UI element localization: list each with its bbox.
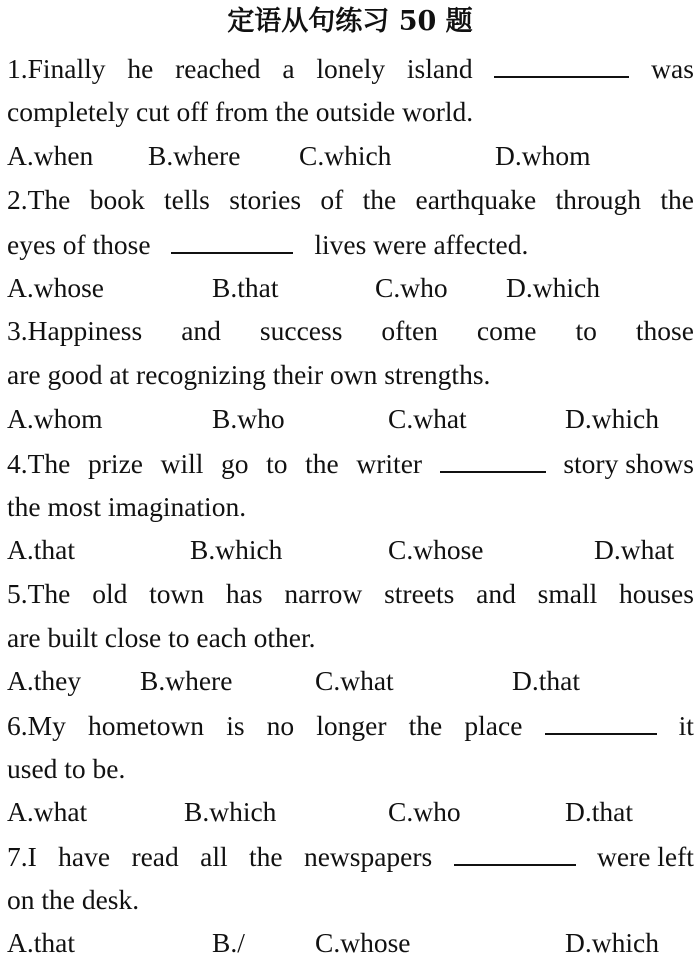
question-5-line-1 [7, 574, 694, 614]
option-b: B./ [212, 927, 245, 958]
word: narrow [284, 578, 363, 609]
option-c: C.whose [315, 927, 411, 958]
word: those [635, 315, 694, 346]
option-d: D.that [565, 796, 633, 827]
answer-blank [545, 705, 657, 735]
word: streets [384, 578, 455, 609]
word: 4.The [7, 448, 71, 479]
word: old [92, 578, 128, 609]
word: is [226, 710, 245, 741]
option-c: C.who [388, 796, 461, 827]
option-b: B.where [148, 140, 241, 171]
text-segment: lives were affected. [314, 229, 529, 260]
word: town [149, 578, 205, 609]
question-2-line-1 [7, 180, 694, 220]
word: go [221, 448, 249, 479]
question-5-options [7, 661, 694, 701]
option-d: D.what [594, 534, 675, 565]
word: success [259, 315, 343, 346]
question-7-options [7, 923, 694, 963]
word: 1.Finally [7, 53, 106, 84]
word: 3.Happiness [7, 315, 143, 346]
option-a: A.that [7, 534, 75, 565]
question-6-options [7, 792, 694, 832]
word: earthquake [415, 184, 537, 215]
question-1-options [7, 136, 694, 176]
question-4-line-2: the most imagination. [7, 491, 247, 522]
word: houses [619, 578, 694, 609]
word: have [58, 841, 111, 872]
option-b: B.where [140, 665, 233, 696]
answer-blank [454, 836, 576, 866]
question-3-line-1 [7, 311, 694, 351]
option-d: D.which [565, 927, 659, 958]
word: the [408, 710, 443, 741]
question-1-line-1 [7, 48, 694, 88]
option-a: A.when [7, 140, 94, 171]
word: book [89, 184, 145, 215]
word: through [555, 184, 642, 215]
option-d: D.that [512, 665, 580, 696]
option-c: C.which [299, 140, 392, 171]
word: 6.My [7, 710, 66, 741]
question-1-line-2: completely cut off from the outside world. [7, 96, 474, 127]
answer-blank [494, 48, 629, 78]
question-7-line-1 [7, 836, 694, 876]
question-4-options [7, 530, 694, 570]
option-a: A.they [7, 665, 82, 696]
word: the [362, 184, 397, 215]
word: the [660, 184, 694, 215]
word: the [305, 448, 339, 479]
word: and [181, 315, 221, 346]
option-d: D.whom [495, 140, 591, 171]
question-2-options [7, 268, 694, 308]
word: were left [596, 841, 694, 872]
option-a: A.whose [7, 272, 105, 303]
option-c: C.who [375, 272, 448, 303]
word: writer [356, 448, 423, 479]
option-a: A.that [7, 927, 75, 958]
word: of [320, 184, 344, 215]
word: prize [88, 448, 143, 479]
question-4-line-1 [7, 443, 694, 483]
word: newspapers [303, 841, 433, 872]
option-b: B.that [212, 272, 279, 303]
question-5-line-2: are built close to each other. [7, 622, 316, 653]
question-7-line-2: on the desk. [7, 884, 140, 915]
word: often [381, 315, 438, 346]
word: hometown [87, 710, 205, 741]
word: no [266, 710, 295, 741]
word: the [248, 841, 283, 872]
answer-blank [440, 443, 546, 473]
option-c: C.what [388, 403, 467, 434]
word: 2.The [7, 184, 71, 215]
option-b: B.which [190, 534, 283, 565]
question-2-line-2 [7, 224, 694, 264]
word: small [537, 578, 598, 609]
text-segment: eyes of those [7, 229, 151, 260]
question-6-line-2: used to be. [7, 753, 126, 784]
word: stories [229, 184, 302, 215]
word: has [225, 578, 263, 609]
option-d: D.which [506, 272, 600, 303]
option-b: B.which [184, 796, 277, 827]
word: island [406, 53, 473, 84]
question-3-line-2: are good at recognizing their own strengths. [7, 359, 491, 390]
option-a: A.what [7, 796, 88, 827]
word: reached [175, 53, 261, 84]
word: was [651, 53, 694, 84]
word: come [476, 315, 537, 346]
word: 5.The [7, 578, 71, 609]
word: will [160, 448, 204, 479]
option-a: A.whom [7, 403, 103, 434]
option-c: C.what [315, 665, 394, 696]
option-d: D.which [565, 403, 659, 434]
word: to [575, 315, 597, 346]
word: read [131, 841, 179, 872]
page-title: 定语从句练习 50 题 [227, 6, 473, 37]
word: all [200, 841, 228, 872]
word: place [464, 710, 523, 741]
word: story shows [563, 448, 694, 479]
word: it [678, 710, 694, 741]
word: 7.I [7, 841, 37, 872]
answer-blank [171, 224, 293, 254]
word: lonely [316, 53, 386, 84]
word: and [476, 578, 516, 609]
word: longer [316, 710, 387, 741]
question-6-line-1 [7, 705, 694, 745]
word: tells [164, 184, 210, 215]
word: he [127, 53, 154, 84]
question-3-options [7, 399, 694, 439]
option-c: C.whose [388, 534, 484, 565]
word: a [282, 53, 295, 84]
word: to [266, 448, 288, 479]
option-b: B.who [212, 403, 285, 434]
